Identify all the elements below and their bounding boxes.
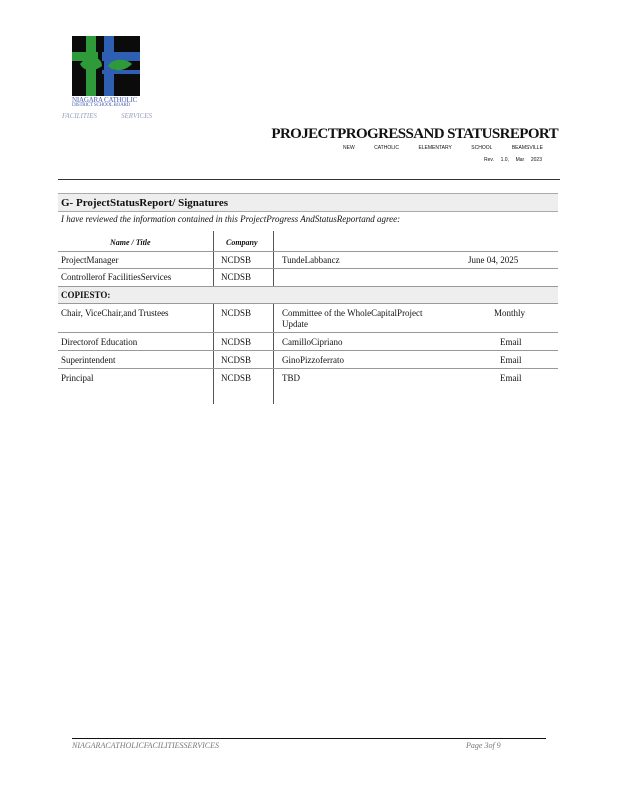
facilities-services-label (62, 112, 152, 120)
revision-word: 1.0, (500, 157, 509, 163)
services-word: SERVICES (121, 112, 152, 120)
copies-company: NCDSB (221, 337, 252, 347)
signoff-company: NCDSB (221, 272, 252, 282)
signoff-date: June 04, 2025 (468, 255, 519, 265)
signoff-role: Controllerof FacilitiesServices (61, 272, 172, 282)
copies-recipient: Committee of the WholeCapitalProject (282, 308, 423, 318)
revision-word: 2023 (530, 157, 542, 163)
row-divider (58, 350, 558, 351)
copies-method: Email (500, 373, 522, 383)
revision-word: Rev. (484, 157, 494, 163)
copies-role: Directorof Education (61, 337, 138, 347)
logo-background (72, 36, 140, 96)
copies-company: NCDSB (221, 373, 252, 383)
signoff-name: TundeLabbancz (282, 255, 340, 265)
logo-wordmark (72, 97, 142, 109)
facilities-word: FACILITIES (62, 112, 97, 120)
footer-page-number: Page 3of 9 (466, 741, 501, 750)
subtitle-word: BEAMSVILLE (511, 145, 543, 151)
subtitle-word: CATHOLIC (374, 145, 400, 151)
row-divider (58, 268, 558, 269)
column-divider (213, 304, 214, 404)
signatures-table (58, 231, 558, 404)
copies-to-label: COPIESTO: (61, 290, 111, 300)
copies-role: Superintendent (61, 355, 116, 365)
review-statement: I have reviewed the information contained in this ProjectProgress AndStatusReportand agree: (61, 214, 401, 224)
logo-line-1: NIAGARA CATHOLIC (72, 96, 138, 104)
section-heading: G- ProjectStatusReport/ Signatures (58, 193, 558, 212)
copies-company: NCDSB (221, 355, 252, 365)
copies-company: NCDSB (221, 308, 252, 318)
copies-recipient: CamilloCipriano (282, 337, 343, 347)
copies-recipient: GinoPizzoferrato (282, 355, 344, 365)
signoff-role: ProjectManager (61, 255, 119, 265)
report-title: PROJECTPROGRESSAND STATUSREPORT (271, 126, 558, 142)
copies-role: Principal (61, 373, 94, 383)
copies-method: Email (500, 337, 522, 347)
column-divider (273, 231, 274, 286)
row-divider (58, 368, 558, 369)
header-company: Company (226, 238, 258, 247)
row-divider (58, 332, 558, 333)
subtitle-word: NEW (343, 145, 355, 151)
cross-leaf-icon (72, 36, 140, 96)
board-logo (72, 36, 140, 110)
row-divider (58, 251, 558, 252)
subtitle-word: ELEMENTARY (418, 145, 452, 151)
footer-rule (72, 738, 546, 739)
column-divider (213, 231, 214, 286)
subtitle-word: SCHOOL (471, 145, 493, 151)
copies-role: Chair, ViceChair,and Trustees (61, 308, 169, 318)
signoff-company: NCDSB (221, 255, 252, 265)
revision-line (484, 157, 542, 163)
footer-organization: NIAGARACATHOLICFACILITIESSERVICES (72, 741, 219, 750)
column-divider (273, 304, 274, 404)
copies-to-row (58, 286, 558, 304)
header-divider (58, 179, 560, 180)
logo-line-2: DISTRICT SCHOOL BOARD (72, 103, 131, 108)
header-name-title: Name / Title (110, 238, 151, 247)
copies-method: Monthly (494, 308, 526, 318)
school-subtitle (343, 145, 543, 151)
copies-recipient-line-2: Update (282, 319, 308, 329)
copies-recipient: TBD (282, 373, 300, 383)
revision-word: Mar (515, 157, 525, 163)
copies-method: Email (500, 355, 522, 365)
